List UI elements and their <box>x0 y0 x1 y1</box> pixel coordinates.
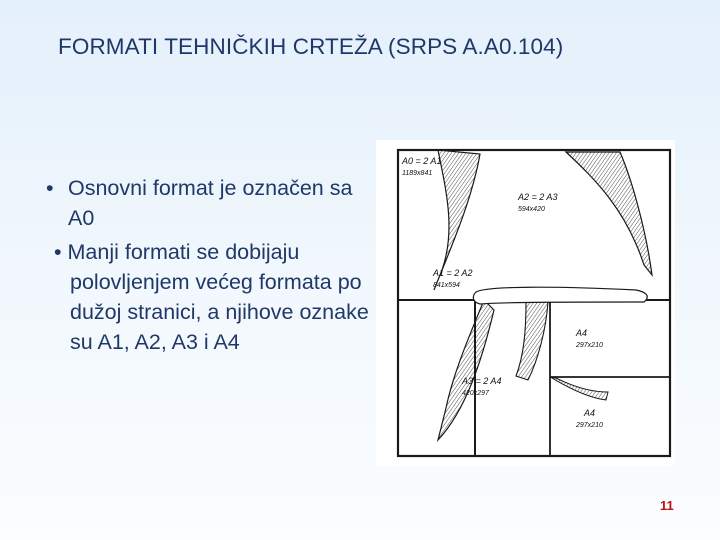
bullet-marker: • <box>54 240 62 264</box>
paper-formats-figure <box>376 140 675 465</box>
a1-size-label: 841x594 <box>433 282 460 289</box>
a3-name-label: A3 = 2 A4 <box>462 376 502 386</box>
a0-name-label: A0 = 2 A1 <box>402 156 442 166</box>
paper-formats-drawing <box>376 140 675 465</box>
a4-top-size-label: 297x210 <box>576 342 603 349</box>
fold-roll <box>473 287 647 304</box>
bullet-marker: • <box>46 176 54 200</box>
a2-size-label: 594x420 <box>518 206 545 213</box>
a0-size-label: 1189x841 <box>402 170 433 177</box>
bullet-text: Osnovni format je označen sa A0 <box>68 176 353 230</box>
a3-size-label: 420x297 <box>462 390 489 397</box>
bullet-item <box>44 173 374 233</box>
a4-top-name-label: A4 <box>576 328 588 338</box>
bullet-item <box>44 237 374 357</box>
a2-name-label: A2 = 2 A3 <box>518 192 558 202</box>
bullet-text: Manji formati se dobijaju polovljenjem većeg formata po dužoj stranici, a njihove oznake su A1, A2, A3 i A4 <box>67 240 369 354</box>
bullet-list <box>44 173 374 361</box>
slide-title: FORMATI TEHNIČKIH CRTEŽA (SRPS A.A0.104) <box>58 34 564 59</box>
a1-name-label: A1 = 2 A2 <box>433 268 473 278</box>
a4-bottom-size-label: 297x210 <box>576 422 603 429</box>
a4-bottom-name-label: A4 <box>584 408 596 418</box>
page-number: 11 <box>660 498 674 513</box>
